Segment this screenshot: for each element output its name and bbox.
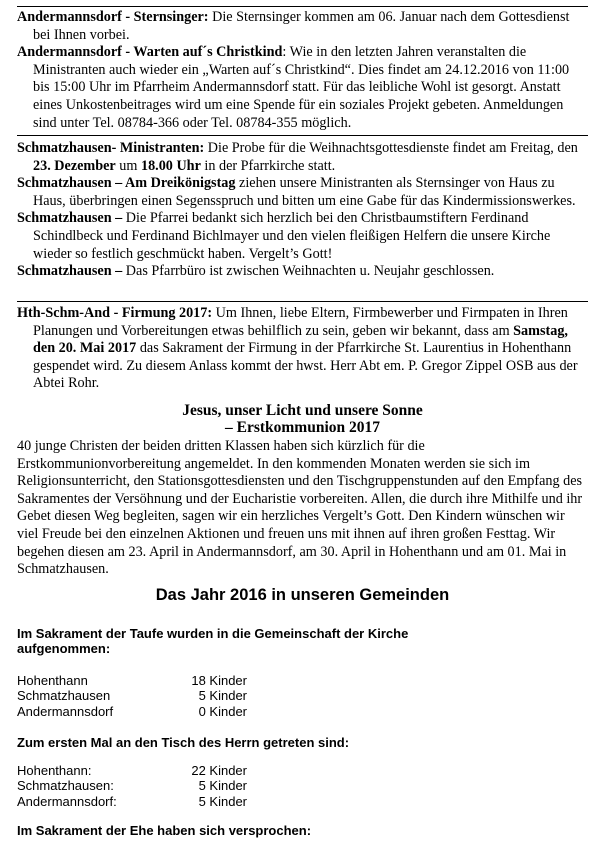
child-count: 22 Kinder (191, 763, 247, 778)
kommunion-table (17, 763, 247, 809)
child-count: 5 Kinder (198, 793, 247, 809)
firmung-paragraph: Hth-Schm-And - Firmung 2017: Um Ihnen, liebe Eltern, Firmbewerber und Firmpaten in Ihren Planungen und Vorbereitungen etwas behilflich zu sein, geben wir bekannt, dass am Samstag, den 20. Mai 2017 das Sakrament der Firmung in der Pfarrkirche St. Laurentius in Hohenthann gespendet wird. Zu diesem Anlass kommt der hwst. Herr Abt em. P. Gregor Zippel OSB aus der Abtei Rohr. (17, 305, 578, 392)
christkind-paragraph: Andermannsdorf - Warten auf´s Christkind: Wie in den letzten Jahren veranstalten die Ministranten auch wieder ein „Warten auf´s Christkind“. Dies findet am 24.12.2016 von 11:00 bis 15:00 Uhr im Pfarrheim Andermannsdorf statt. Für das leibliche Wohl ist gesorgt. Anstatt eines Unkostenbeitrages wird um eine Spende für ein soziales Projekt gebeten. Anmeldungen sind unter Tel. 08784-366 oder Tel. 08784-355 möglich. (17, 44, 570, 131)
erstkommunion-body (17, 438, 588, 579)
place-name: Schmatzhausen (17, 688, 111, 704)
top-rule (17, 6, 588, 7)
christbaum-paragraph: Schmatzhausen – Die Pfarrei bedankt sich herzlich bei den Christbaumstiftern Ferdinand Schindlbeck und Ferdinand Bichlmayer und den vielen fleißigen Helfern die unsere Kirche wieder so festlich geschmückt haben. Vergelt’s Gott! (17, 210, 551, 262)
erstkommunion-paragraph: 40 junge Christen der beiden dritten Klassen haben sich kürzlich für die Erstkommunionvorbereitung angemeldet. In den kommenden Monaten werden sie sich im Religionsunterricht, den Stationsgottesdiensten und den Tischgruppenstunden auf den Empfang des Sakramentes der Versöhnung und der Eucharistie vorbereiten. Allen, die durch ihre Mithilfe und ihr Gebet diesen Weg begleiten, sagen wir ein herzliches Vergelt’s Gott. Den Kindern wünschen wir viel Freude bei den einzelnen Aktionen und freuen uns mit ihnen auf ihren großen Festtag. Wir begehen diesen am 23. April in Andermannsdorf, am 30. April in Hohenthann und am 01. Mai in Schmatzhausen. (17, 438, 583, 578)
table-row (17, 763, 247, 778)
place-name: Hohenthann (17, 673, 88, 688)
announcement-firmung (17, 305, 588, 393)
sternsinger-paragraph: Andermannsdorf - Sternsinger: Die Sternsinger kommen am 06. Januar nach dem Gottesdienst bei Ihnen vorbei. (17, 9, 570, 43)
announcements-andermannsdorf (17, 9, 588, 132)
jahr-2016-title: Das Jahr 2016 in unseren Gemeinden (155, 586, 450, 604)
taufe-table (17, 673, 247, 719)
place-name: Andermannsdorf (17, 703, 114, 719)
child-count: 5 Kinder (198, 778, 247, 794)
divider-1 (17, 135, 588, 136)
announcements-schmatzhausen (17, 140, 588, 281)
dreikoenig-paragraph: Schmatzhausen – Am Dreikönigstag ziehen unsere Ministranten als Sternsinger von Haus zu Haus, überbringen einen Segensspruch und bitten um eine Gabe für das Kindermissionswerkes. (17, 175, 576, 209)
child-count: 0 Kinder (198, 703, 247, 719)
ehe-heading: Im Sakrament der Ehe haben sich versprochen: (17, 823, 312, 838)
erstkommunion-title (17, 402, 588, 436)
taufe-heading: Im Sakrament der Taufe wurden in die Gemeinschaft der Kirche aufgenommen: (17, 626, 409, 657)
table-row (17, 794, 247, 809)
table-row (17, 778, 247, 793)
place-name: Hohenthann: (17, 763, 92, 778)
child-count: 5 Kinder (198, 688, 247, 704)
child-count: 18 Kinder (191, 673, 247, 688)
erstkommunion-title-line1: Jesus, unser Licht und unsere Sonne (182, 402, 423, 419)
erstkommunion-title-line2: – Erstkommunion 2017 (224, 419, 381, 436)
place-name: Andermannsdorf: (17, 793, 117, 809)
ministranten-paragraph: Schmatzhausen- Ministranten: Die Probe für die Weihnachtsgottesdienste findet am Freitag, den 23. Dezember um 18.00 Uhr in der Pfarrkirche statt. (17, 140, 578, 174)
kommunion-heading: Zum ersten Mal an den Tisch des Herrn getreten sind: (17, 735, 350, 750)
table-row (17, 688, 247, 703)
pfarrbuero-paragraph: Schmatzhausen – Das Pfarrbüro ist zwischen Weihnachten u. Neujahr geschlossen. (17, 263, 495, 280)
place-name: Schmatzhausen: (17, 778, 114, 794)
table-row (17, 673, 247, 688)
divider-2 (17, 301, 588, 302)
table-row (17, 704, 247, 719)
